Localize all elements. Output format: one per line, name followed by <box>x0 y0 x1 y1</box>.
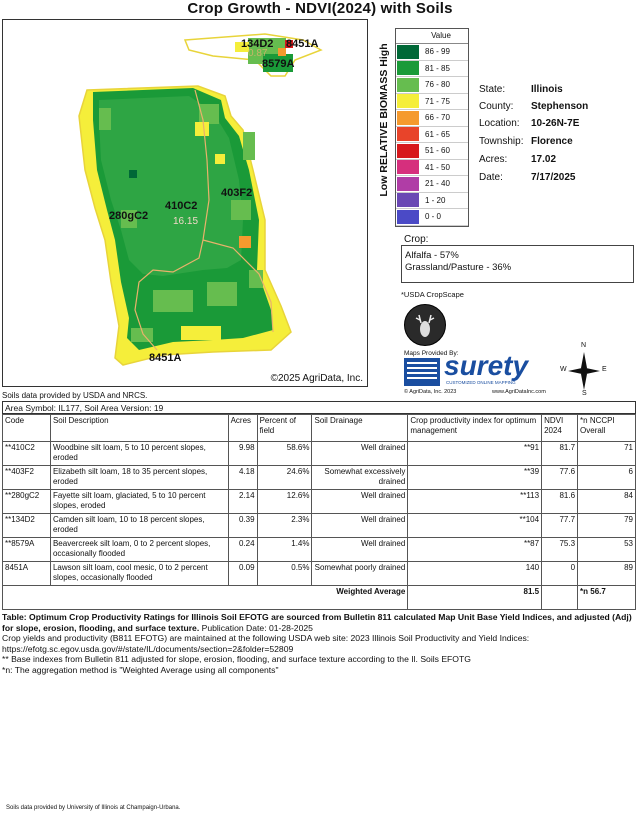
legend-swatch <box>397 144 419 158</box>
notes-line2: Crop yields and productivity (B811 EFOTG) are maintained at the following USDA web site: 2023 Illinois Soil Productivity and Yield Indices: <box>2 633 530 643</box>
notes-bold: Table: Optimum Crop Productivity Ratings for Illinois Soil EFOTG are sourced from Bulletin 811 calculated Map Unit Base Yield Indices, and adjusted (Adj) for slope, erosion, flooding, and surface texture. <box>2 612 632 633</box>
cell-acres: 4.18 <box>228 466 257 490</box>
credit-right: www.AgriDataInc.com <box>492 389 546 395</box>
cell-description: Fayette silt loam, glaciated, 5 to 10 percent slopes, eroded <box>50 490 228 514</box>
maps-provided-by: Maps Provided By: <box>404 350 459 357</box>
surety-wordmark: surety <box>444 350 529 381</box>
cell-cpi: **113 <box>408 490 542 514</box>
th-percent: Percent of field <box>257 415 312 442</box>
cell-nccpi: 84 <box>578 490 636 514</box>
weighted-ndvi <box>542 586 578 610</box>
surety-tagline: CUSTOMIZED ONLINE MAPPING <box>446 380 516 385</box>
th-cpi: Crop productivity index for optimum management <box>408 415 542 442</box>
cell-ndvi: 75.3 <box>542 538 578 562</box>
legend-row <box>396 61 468 78</box>
legend-value: 86 - 99 <box>425 47 450 57</box>
table-row <box>3 442 636 466</box>
cell-cpi: 140 <box>408 562 542 586</box>
cell-cpi: **104 <box>408 514 542 538</box>
cell-acres: 0.24 <box>228 538 257 562</box>
cell-drainage: Somewhat poorly drained <box>312 562 408 586</box>
cell-code: **134D2 <box>3 514 51 538</box>
legend-swatch <box>397 210 419 224</box>
cell-ndvi: 81.6 <box>542 490 578 514</box>
soil-label-8579a: 8579A <box>262 58 295 70</box>
info-row <box>479 118 579 129</box>
legend-swatch <box>397 160 419 174</box>
cell-drainage: Well drained <box>312 514 408 538</box>
info-key: State: <box>479 84 506 95</box>
weighted-cpi: 81.5 <box>408 586 542 610</box>
cell-nccpi: 53 <box>578 538 636 562</box>
cell-ndvi: 81.7 <box>542 442 578 466</box>
cell-acres: 9.98 <box>228 442 257 466</box>
legend-value: 21 - 40 <box>425 179 450 189</box>
soil-label-8451a-top: 8451A <box>286 38 319 50</box>
notes-url[interactable]: https://efotg.sc.egov.usda.gov/#/state/IL/documents/section=2&folder=52809 <box>2 643 294 654</box>
info-value: Illinois <box>531 84 563 95</box>
deer-logo-icon <box>404 304 446 346</box>
cell-description: Elizabeth silt loam, 18 to 35 percent slopes, eroded <box>50 466 228 490</box>
table-row <box>3 466 636 490</box>
weighted-label: Weighted Average <box>3 586 408 610</box>
table-row <box>3 538 636 562</box>
weighted-nccpi: *n 56.7 <box>578 586 636 610</box>
area-symbol: Area Symbol: IL177, Soil Area Version: 19 <box>2 401 636 414</box>
cell-percent: 0.5% <box>257 562 312 586</box>
cell-percent: 12.6% <box>257 490 312 514</box>
soil-table <box>2 414 636 610</box>
crop-source: *USDA CropScape <box>401 290 464 299</box>
legend-row <box>396 77 468 94</box>
cell-drainage: Well drained <box>312 538 408 562</box>
table-row <box>3 562 636 586</box>
cell-code: **410C2 <box>3 442 51 466</box>
crop-title: Crop: <box>404 234 429 245</box>
crop-item: Grassland/Pasture - 36% <box>405 262 512 273</box>
legend-row <box>396 160 468 177</box>
soil-label-410c2: 410C2 <box>165 200 198 212</box>
soil-label-134d2: 134D2 <box>241 38 274 50</box>
legend-value: 51 - 60 <box>425 146 450 156</box>
info-key: Township: <box>479 136 524 147</box>
legend-row <box>396 44 468 61</box>
legend-value: 41 - 50 <box>425 162 450 172</box>
surety-logo-icon <box>404 358 440 386</box>
compass-n: N <box>581 342 587 349</box>
weighted-average-row <box>3 586 636 610</box>
legend-value: 1 - 20 <box>425 195 446 205</box>
cell-code: 8451A <box>3 562 51 586</box>
cell-nccpi: 79 <box>578 514 636 538</box>
cell-ndvi: 0 <box>542 562 578 586</box>
th-description: Soil Description <box>50 415 228 442</box>
info-row <box>479 154 556 165</box>
th-ndvi: NDVI 2024 <box>542 415 578 442</box>
legend-row <box>396 94 468 111</box>
ndvi-legend <box>395 28 469 227</box>
cell-drainage: Well drained <box>312 490 408 514</box>
legend-value: 71 - 75 <box>425 96 450 106</box>
info-key: County: <box>479 101 514 112</box>
info-key: Acres: <box>479 154 508 165</box>
legend-swatch <box>397 193 419 207</box>
legend-swatch <box>397 177 419 191</box>
crop-item: Alfalfa - 57% <box>405 250 459 261</box>
cell-nccpi: 6 <box>578 466 636 490</box>
info-row <box>479 84 563 95</box>
legend-value: 76 - 80 <box>425 80 450 90</box>
credit-left: © AgriData, Inc. 2023 <box>404 389 457 395</box>
compass-s: S <box>582 390 587 397</box>
acres-label-main: 16.15 <box>173 216 199 227</box>
legend-swatch <box>397 127 419 141</box>
legend-row <box>396 176 468 193</box>
cell-code: **403F2 <box>3 466 51 490</box>
legend-swatch <box>397 61 419 75</box>
cell-code: **8579A <box>3 538 51 562</box>
info-key: Location: <box>479 118 520 129</box>
notes-pub-date: Publication Date: 01-28-2025 <box>199 622 313 633</box>
cell-ndvi: 77.6 <box>542 466 578 490</box>
legend-swatch <box>397 78 419 92</box>
cell-drainage: Well drained <box>312 442 408 466</box>
cell-description: Lawson silt loam, cool mesic, 0 to 2 percent slopes, occasionally flooded <box>50 562 228 586</box>
info-row <box>479 136 573 147</box>
legend-swatch <box>397 94 419 108</box>
cell-percent: 1.4% <box>257 538 312 562</box>
cell-acres: 0.09 <box>228 562 257 586</box>
cell-acres: 2.14 <box>228 490 257 514</box>
info-value: Stephenson <box>531 101 589 112</box>
cell-code: **280gC2 <box>3 490 51 514</box>
legend-value: 61 - 65 <box>425 129 450 139</box>
legend-value: 0 - 0 <box>425 212 442 222</box>
legend-swatch <box>397 111 419 125</box>
cell-percent: 2.3% <box>257 514 312 538</box>
compass-w: W <box>560 366 567 373</box>
crop-box <box>401 245 634 283</box>
soil-label-403f2: 403F2 <box>221 187 253 199</box>
acres-label-small: 0.87 <box>248 48 268 59</box>
legend-row <box>396 193 468 210</box>
info-value: 10-26N-7E <box>531 118 580 129</box>
info-row <box>479 172 576 183</box>
legend-header: Value <box>396 29 468 44</box>
legend-row <box>396 127 468 144</box>
table-header-row <box>3 415 636 442</box>
cell-drainage: Somewhat excessively drained <box>312 466 408 490</box>
info-value: Florence <box>531 136 573 147</box>
map-copyright: ©2025 AgriData, Inc. <box>270 373 363 384</box>
th-drainage: Soil Drainage <box>312 415 408 442</box>
cell-ndvi: 77.7 <box>542 514 578 538</box>
notes-line4: ** Base indexes from Bulletin 811 adjusted for slope, erosion, flooding, and surface texture according to the Il. Soils EFOTG <box>2 654 471 664</box>
legend-value: 66 - 70 <box>425 113 450 123</box>
cell-description: Woodbine silt loam, 5 to 10 percent slopes, eroded <box>50 442 228 466</box>
soils-provided-note: Soils data provided by USDA and NRCS. <box>2 391 148 400</box>
info-value: 17.02 <box>531 154 557 165</box>
compass-rose-icon <box>560 342 608 397</box>
soil-label-8451a-bottom: 8451A <box>149 352 182 364</box>
legend-row <box>396 209 468 226</box>
th-nccpi: *n NCCPI Overall <box>578 415 636 442</box>
th-acres: Acres <box>228 415 257 442</box>
legend-row <box>396 110 468 127</box>
cell-percent: 24.6% <box>257 466 312 490</box>
footer-note: Soils data provided by University of Illinois at Champaign-Urbana. <box>6 805 181 811</box>
info-key: Date: <box>479 172 503 183</box>
info-row <box>479 101 588 112</box>
page-title: Crop Growth - NDVI(2024) with Soils <box>187 0 453 17</box>
cell-acres: 0.39 <box>228 514 257 538</box>
cell-nccpi: 71 <box>578 442 636 466</box>
ndvi-map[interactable] <box>2 19 368 387</box>
cell-cpi: **87 <box>408 538 542 562</box>
table-row <box>3 514 636 538</box>
table-notes <box>2 612 636 675</box>
legend-value: 81 - 85 <box>425 63 450 73</box>
notes-line5: *n: The aggregation method is "Weighted Average using all components" <box>2 664 279 675</box>
cell-percent: 58.6% <box>257 442 312 466</box>
info-value: 7/17/2025 <box>531 172 576 183</box>
cell-nccpi: 89 <box>578 562 636 586</box>
cell-description: Camden silt loam, 10 to 18 percent slopes, eroded <box>50 514 228 538</box>
cell-cpi: **91 <box>408 442 542 466</box>
table-row <box>3 490 636 514</box>
cell-cpi: **39 <box>408 466 542 490</box>
compass-e: E <box>602 366 607 373</box>
legend-axis-label: Low RELATIVE BIOMASS High <box>378 43 390 197</box>
legend-row <box>396 143 468 160</box>
legend-swatch <box>397 45 419 59</box>
th-code: Code <box>3 415 51 442</box>
soil-label-280gc2: 280gC2 <box>109 210 149 222</box>
cell-description: Beavercreek silt loam, 0 to 2 percent slopes, occasionally flooded <box>50 538 228 562</box>
